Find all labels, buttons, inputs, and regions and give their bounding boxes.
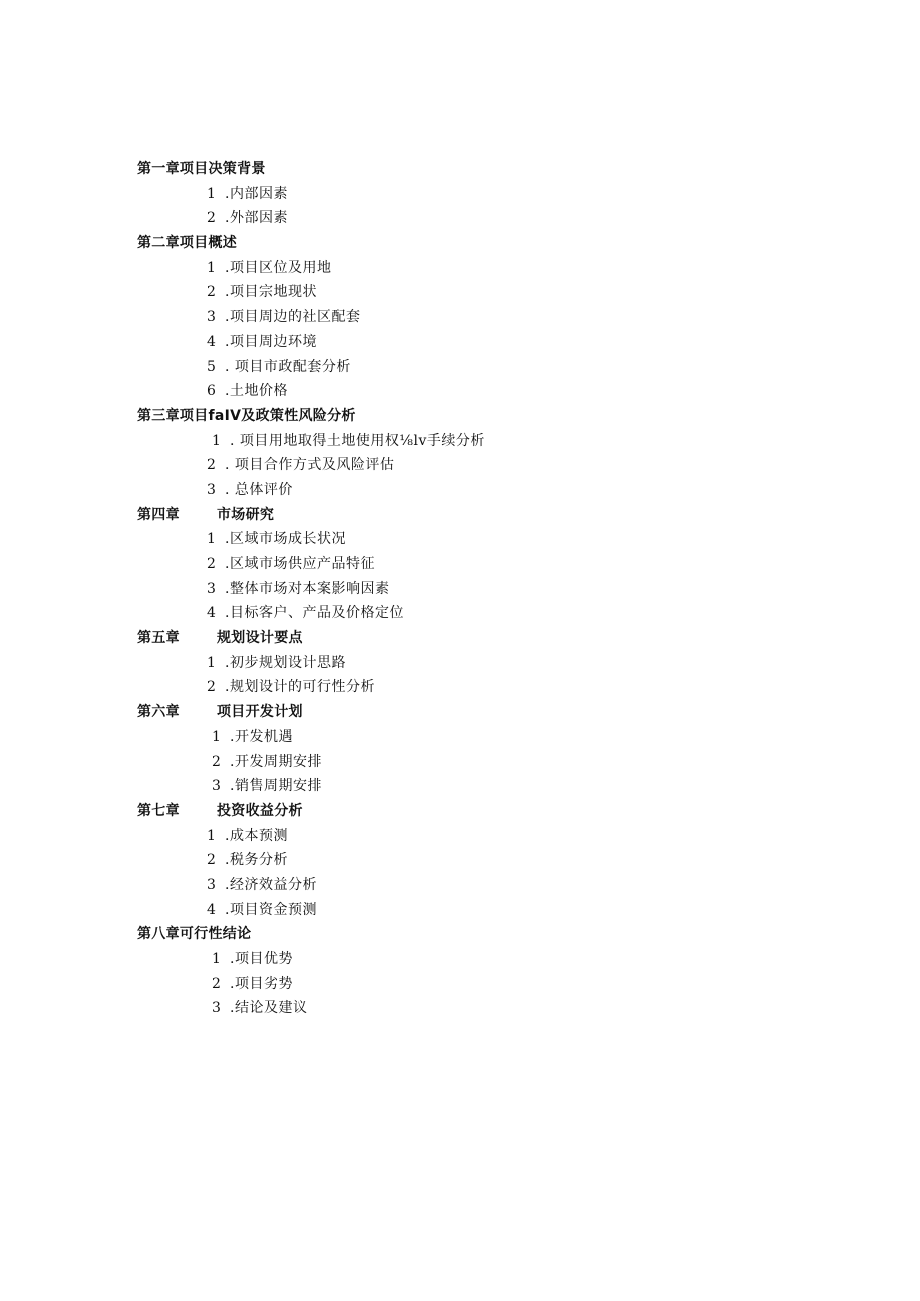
item-number: 3 — [207, 481, 216, 498]
item-text: .成本预测 — [225, 827, 288, 844]
toc-item — [0, 947, 920, 972]
toc-item — [0, 305, 920, 330]
item-number: 4 — [207, 333, 216, 350]
toc-item — [0, 898, 920, 923]
chapter-title: 规划设计要点 — [217, 630, 303, 647]
item-number: 2 — [207, 679, 216, 696]
item-number: 2 — [207, 556, 216, 572]
item-text: .区域市场成长状况 — [225, 531, 346, 548]
chapter-number: 第七章 — [137, 802, 180, 819]
chapter-title: 市场研究 — [217, 506, 275, 523]
chapter-heading — [0, 157, 920, 182]
chapter-title: 投资收益分析 — [217, 802, 303, 819]
chapter-title: 项目决策背景 — [179, 161, 266, 177]
item-text: .内部因素 — [225, 185, 288, 202]
chapter-title: 项目faIV及政策性风险分析 — [179, 407, 356, 424]
toc-item — [0, 873, 920, 898]
chapter-heading — [0, 231, 920, 256]
item-text: . 项目市政配套分析 — [225, 358, 351, 375]
item-number: 1 — [207, 531, 216, 548]
item-text: .规划设计的可行性分析 — [225, 679, 375, 696]
toc-item — [0, 824, 920, 849]
item-number: 4 — [207, 605, 216, 622]
item-text: .区域市场供应产品特征 — [225, 556, 375, 572]
item-text: .初步规划设计思路 — [225, 654, 346, 671]
item-number: 1 — [207, 185, 216, 202]
item-number: 2 — [207, 284, 216, 301]
chapter-heading — [0, 799, 920, 824]
item-number: 2 — [212, 975, 221, 992]
chapter-number: 第一章 — [137, 161, 180, 177]
item-number: 2 — [212, 753, 221, 770]
item-number: 1 — [207, 259, 216, 276]
chapter-number: 第八章 — [137, 926, 180, 943]
chapter-number: 第六章 — [137, 704, 180, 721]
item-text: .项目宗地现状 — [225, 284, 317, 301]
item-text: .项目资金预测 — [225, 901, 317, 918]
item-text: .项目优势 — [230, 951, 293, 967]
chapter-title: 可行性结论 — [179, 926, 252, 943]
item-number: 4 — [207, 901, 216, 918]
toc-item — [0, 601, 920, 626]
chapter-title: 项目开发计划 — [217, 704, 303, 721]
item-number: 3 — [207, 876, 216, 893]
toc-item — [0, 330, 920, 355]
item-text: .经济效益分析 — [225, 876, 317, 893]
toc-item — [0, 750, 920, 775]
item-text: .销售周期安排 — [230, 778, 322, 795]
toc-item — [0, 996, 920, 1021]
item-text: .税务分析 — [225, 852, 288, 869]
item-text: .结论及建议 — [230, 1000, 308, 1017]
toc-item — [0, 848, 920, 873]
item-text: .目标客户、产品及价格定位 — [225, 605, 404, 622]
chapter-heading — [0, 922, 920, 947]
chapter-number: 第三章 — [137, 407, 180, 424]
item-text: .外部因素 — [225, 210, 288, 227]
item-number: 1 — [212, 432, 221, 449]
toc-item — [0, 379, 920, 404]
toc-item — [0, 429, 920, 454]
toc-item — [0, 675, 920, 700]
item-number: 1 — [212, 728, 221, 745]
toc-item — [0, 577, 920, 602]
item-number: 3 — [207, 309, 216, 326]
item-text: . 总体评价 — [225, 481, 293, 498]
chapter-heading — [0, 700, 920, 725]
item-text: .开发周期安排 — [230, 753, 322, 770]
item-number: 5 — [207, 358, 216, 375]
item-text: .项目区位及用地 — [225, 259, 332, 276]
item-number: 2 — [207, 852, 216, 869]
toc-item — [0, 972, 920, 997]
toc-item — [0, 527, 920, 552]
toc-item — [0, 256, 920, 281]
item-text: .土地价格 — [225, 383, 288, 400]
item-number: 1 — [212, 951, 221, 967]
item-number: 1 — [207, 827, 216, 844]
item-text: .整体市场对本案影响因素 — [225, 580, 390, 597]
item-text: .项目周边环境 — [225, 333, 317, 350]
item-text: . 项目合作方式及风险评估 — [225, 457, 395, 474]
toc-item — [0, 552, 920, 577]
item-number: 3 — [212, 778, 221, 795]
toc-item — [0, 182, 920, 207]
item-text: .开发机遇 — [230, 728, 293, 745]
item-text: . 项目用地取得土地使用权⅛lv手续分析 — [230, 432, 485, 449]
chapter-heading — [0, 404, 920, 429]
toc-item — [0, 206, 920, 231]
chapter-number: 第四章 — [137, 506, 180, 523]
table-of-contents — [0, 157, 920, 1021]
toc-item — [0, 651, 920, 676]
item-number: 2 — [207, 457, 216, 474]
item-number: 3 — [212, 1000, 221, 1017]
toc-item — [0, 725, 920, 750]
item-number: 1 — [207, 654, 216, 671]
toc-item — [0, 453, 920, 478]
chapter-number: 第五章 — [137, 630, 180, 647]
chapter-number: 第二章 — [137, 235, 180, 252]
item-text: .项目周边的社区配套 — [225, 309, 361, 326]
toc-item — [0, 478, 920, 503]
item-number: 2 — [207, 210, 216, 227]
chapter-heading — [0, 503, 920, 528]
toc-item — [0, 355, 920, 380]
item-number: 6 — [207, 383, 216, 400]
chapter-title: 项目概述 — [179, 235, 238, 252]
toc-item — [0, 280, 920, 305]
chapter-heading — [0, 626, 920, 651]
item-text: .项目劣势 — [230, 975, 293, 992]
item-number: 3 — [207, 580, 216, 597]
toc-item — [0, 774, 920, 799]
